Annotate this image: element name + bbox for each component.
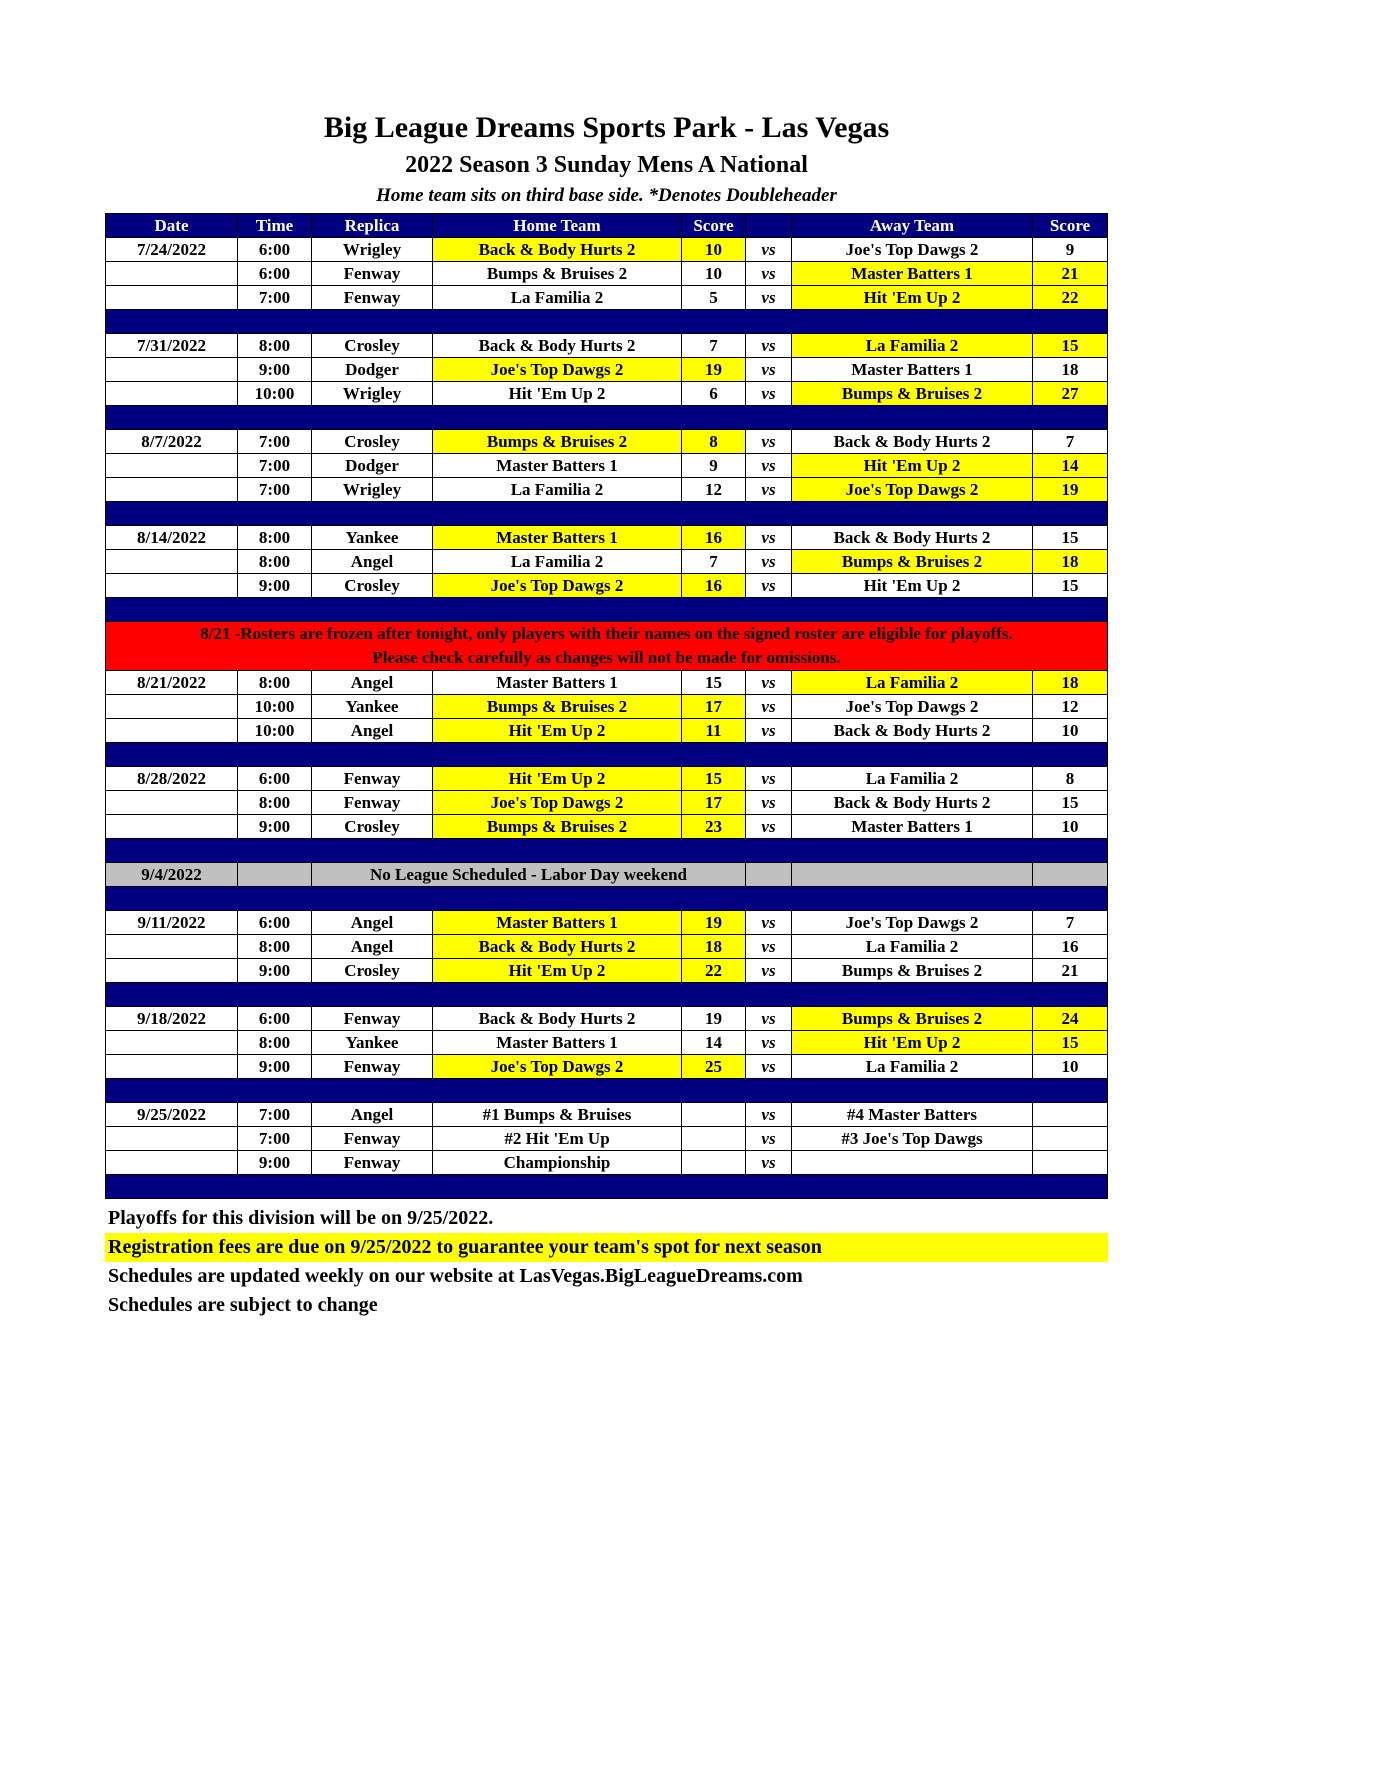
home-team-cell: Hit 'Em Up 2	[433, 719, 682, 743]
vs-label: vs	[746, 238, 792, 262]
away-team-cell: Bumps & Bruises 2	[792, 550, 1033, 574]
home-score-cell: 10	[682, 238, 746, 262]
away-score-cell	[1033, 1151, 1108, 1175]
vs-label: vs	[746, 382, 792, 406]
away-score-cell: 7	[1033, 911, 1108, 935]
game-row	[106, 574, 1108, 598]
away-score-cell: 18	[1033, 671, 1108, 695]
home-score-cell	[682, 1103, 746, 1127]
replica-cell: Angel	[312, 911, 433, 935]
replica-cell: Fenway	[312, 1127, 433, 1151]
separator-row	[106, 983, 1108, 1007]
game-row	[106, 1031, 1108, 1055]
away-score-cell: 10	[1033, 815, 1108, 839]
game-row	[106, 430, 1108, 454]
away-score-cell: 12	[1033, 695, 1108, 719]
separator-band	[106, 310, 1108, 334]
vs-label: vs	[746, 815, 792, 839]
home-score-cell: 14	[682, 1031, 746, 1055]
home-team-cell: Joe's Top Dawgs 2	[433, 358, 682, 382]
date-cell	[106, 382, 238, 406]
vs-label: vs	[746, 719, 792, 743]
time-cell: 8:00	[238, 526, 312, 550]
away-team-cell: La Familia 2	[792, 935, 1033, 959]
separator-row	[106, 743, 1108, 767]
date-cell: 9/25/2022	[106, 1103, 238, 1127]
vs-label: vs	[746, 574, 792, 598]
game-row	[106, 695, 1108, 719]
home-team-cell: Bumps & Bruises 2	[433, 815, 682, 839]
vs-label: vs	[746, 935, 792, 959]
replica-cell: Wrigley	[312, 238, 433, 262]
game-row	[106, 767, 1108, 791]
time-cell: 7:00	[238, 286, 312, 310]
date-cell: 9/4/2022	[106, 863, 238, 887]
home-score-cell: 17	[682, 695, 746, 719]
away-score-cell: 24	[1033, 1007, 1108, 1031]
vs-cell	[746, 863, 792, 887]
time-cell: 10:00	[238, 382, 312, 406]
separator-row	[106, 502, 1108, 526]
date-cell	[106, 262, 238, 286]
vs-label: vs	[746, 334, 792, 358]
time-cell: 6:00	[238, 767, 312, 791]
page-title: Big League Dreams Sports Park - Las Vegas	[323, 111, 890, 144]
replica-cell: Fenway	[312, 1151, 433, 1175]
away-team-cell: Bumps & Bruises 2	[792, 382, 1033, 406]
game-row	[106, 238, 1108, 262]
vs-label: vs	[746, 959, 792, 983]
away-team-cell: Hit 'Em Up 2	[792, 574, 1033, 598]
website-note: Schedules are updated weekly on our website at LasVegas.BigLeagueDreams.com	[108, 1265, 803, 1287]
notice-line-2: Please check carefully as changes will not be made for omissions.	[372, 648, 841, 667]
replica-cell: Fenway	[312, 1007, 433, 1031]
replica-cell: Yankee	[312, 1031, 433, 1055]
replica-cell: Crosley	[312, 574, 433, 598]
home-score-cell: 25	[682, 1055, 746, 1079]
registration-note: Registration fees are due on 9/25/2022 to guarantee your team's spot for next season	[105, 1233, 1108, 1262]
time-cell: 8:00	[238, 1031, 312, 1055]
replica-cell: Fenway	[312, 1055, 433, 1079]
home-score-cell: 11	[682, 719, 746, 743]
date-cell: 9/11/2022	[106, 911, 238, 935]
replica-cell: Crosley	[312, 959, 433, 983]
home-score-cell: 6	[682, 382, 746, 406]
away-team-cell: Master Batters 1	[792, 358, 1033, 382]
away-team-cell: Back & Body Hurts 2	[792, 791, 1033, 815]
table-header-row	[106, 214, 1108, 238]
home-score-cell: 18	[682, 935, 746, 959]
game-row	[106, 550, 1108, 574]
home-score-cell: 15	[682, 671, 746, 695]
replica-cell: Angel	[312, 719, 433, 743]
no-league-text: No League Scheduled - Labor Day weekend	[312, 863, 746, 887]
home-score-cell	[682, 1151, 746, 1175]
away-team-cell	[792, 863, 1033, 887]
replica-cell: Wrigley	[312, 478, 433, 502]
game-row	[106, 286, 1108, 310]
time-cell: 6:00	[238, 1007, 312, 1031]
home-score-cell: 8	[682, 430, 746, 454]
game-row	[106, 262, 1108, 286]
time-cell: 7:00	[238, 1127, 312, 1151]
home-team-cell: Back & Body Hurts 2	[433, 334, 682, 358]
vs-label: vs	[746, 695, 792, 719]
away-score-cell: 27	[1033, 382, 1108, 406]
time-cell: 8:00	[238, 550, 312, 574]
home-team-cell: Hit 'Em Up 2	[433, 767, 682, 791]
schedule-table	[105, 213, 1108, 1199]
replica-cell: Fenway	[312, 791, 433, 815]
away-score-cell: 10	[1033, 719, 1108, 743]
home-team-cell: Back & Body Hurts 2	[433, 1007, 682, 1031]
away-team-cell: #3 Joe's Top Dawgs	[792, 1127, 1033, 1151]
separator-row	[106, 839, 1108, 863]
time-cell: 9:00	[238, 1055, 312, 1079]
home-team-cell: Master Batters 1	[433, 911, 682, 935]
away-score-cell: 7	[1033, 430, 1108, 454]
away-team-cell: Hit 'Em Up 2	[792, 454, 1033, 478]
away-score-cell: 22	[1033, 286, 1108, 310]
time-cell: 7:00	[238, 454, 312, 478]
date-cell: 8/28/2022	[106, 767, 238, 791]
home-score-cell: 19	[682, 911, 746, 935]
vs-label: vs	[746, 358, 792, 382]
game-row	[106, 478, 1108, 502]
away-score-cell: 18	[1033, 358, 1108, 382]
date-cell	[106, 791, 238, 815]
away-team-cell: Joe's Top Dawgs 2	[792, 911, 1033, 935]
separator-band	[106, 887, 1108, 911]
home-team-cell: Back & Body Hurts 2	[433, 238, 682, 262]
vs-label: vs	[746, 550, 792, 574]
away-score-cell: 15	[1033, 791, 1108, 815]
replica-cell: Fenway	[312, 767, 433, 791]
column-header-score-away: Score	[1033, 214, 1108, 238]
home-score-cell: 19	[682, 1007, 746, 1031]
home-score-cell: 17	[682, 791, 746, 815]
home-team-cell: La Familia 2	[433, 550, 682, 574]
home-team-cell: Championship	[433, 1151, 682, 1175]
game-row	[106, 935, 1108, 959]
away-team-cell: Back & Body Hurts 2	[792, 526, 1033, 550]
game-row	[106, 911, 1108, 935]
date-cell	[106, 935, 238, 959]
time-cell: 7:00	[238, 1103, 312, 1127]
playoffs-note: Playoffs for this division will be on 9/25/2022.	[108, 1207, 494, 1229]
separator-band	[106, 1175, 1108, 1199]
away-team-cell: La Familia 2	[792, 767, 1033, 791]
home-score-cell: 16	[682, 526, 746, 550]
home-team-cell: Joe's Top Dawgs 2	[433, 574, 682, 598]
time-cell: 9:00	[238, 1151, 312, 1175]
home-score-cell: 7	[682, 334, 746, 358]
date-cell	[106, 358, 238, 382]
vs-label: vs	[746, 1031, 792, 1055]
vs-label: vs	[746, 526, 792, 550]
date-cell: 8/7/2022	[106, 430, 238, 454]
game-row	[106, 719, 1108, 743]
game-row	[106, 959, 1108, 983]
home-team-cell: Master Batters 1	[433, 454, 682, 478]
separator-band	[106, 1079, 1108, 1103]
separator-row	[106, 598, 1108, 622]
replica-cell: Angel	[312, 935, 433, 959]
away-score-cell: 15	[1033, 1031, 1108, 1055]
replica-cell: Angel	[312, 671, 433, 695]
away-score-cell: 18	[1033, 550, 1108, 574]
column-header-score: Score	[682, 214, 746, 238]
game-row	[106, 1103, 1108, 1127]
home-score-cell	[682, 1127, 746, 1151]
date-cell	[106, 695, 238, 719]
home-score-cell: 16	[682, 574, 746, 598]
home-score-cell: 7	[682, 550, 746, 574]
home-team-cell: La Familia 2	[433, 478, 682, 502]
replica-cell: Fenway	[312, 286, 433, 310]
home-score-cell: 15	[682, 767, 746, 791]
home-team-cell: #2 Hit 'Em Up	[433, 1127, 682, 1151]
replica-cell: Yankee	[312, 695, 433, 719]
column-header-date: Date	[106, 214, 238, 238]
home-score-cell: 10	[682, 262, 746, 286]
away-team-cell: La Familia 2	[792, 334, 1033, 358]
away-team-cell: Joe's Top Dawgs 2	[792, 695, 1033, 719]
season-subtitle: 2022 Season 3 Sunday Mens A National	[405, 152, 808, 178]
away-team-cell: Back & Body Hurts 2	[792, 430, 1033, 454]
replica-cell: Crosley	[312, 334, 433, 358]
time-cell	[238, 863, 312, 887]
time-cell: 6:00	[238, 238, 312, 262]
game-row	[106, 1151, 1108, 1175]
replica-cell: Dodger	[312, 454, 433, 478]
game-row	[106, 382, 1108, 406]
separator-row	[106, 887, 1108, 911]
roster-freeze-notice	[106, 622, 1108, 671]
separator-row	[106, 310, 1108, 334]
separator-band	[106, 839, 1108, 863]
replica-cell: Crosley	[312, 815, 433, 839]
column-header-time: Time	[238, 214, 312, 238]
roster-freeze-notice-row	[106, 622, 1108, 671]
game-row	[106, 334, 1108, 358]
game-row	[106, 1127, 1108, 1151]
home-team-cell: La Familia 2	[433, 286, 682, 310]
away-team-cell: Bumps & Bruises 2	[792, 959, 1033, 983]
home-team-note: Home team sits on third base side. *Denotes Doubleheader	[376, 185, 837, 206]
no-league-row	[106, 863, 1108, 887]
away-score-cell	[1033, 1103, 1108, 1127]
replica-cell: Yankee	[312, 526, 433, 550]
vs-label: vs	[746, 1055, 792, 1079]
away-score-cell: 21	[1033, 959, 1108, 983]
home-team-cell: Master Batters 1	[433, 671, 682, 695]
date-cell: 8/14/2022	[106, 526, 238, 550]
separator-row	[106, 1175, 1108, 1199]
home-team-cell: Master Batters 1	[433, 526, 682, 550]
time-cell: 10:00	[238, 695, 312, 719]
date-cell	[106, 478, 238, 502]
time-cell: 6:00	[238, 262, 312, 286]
home-score-cell: 9	[682, 454, 746, 478]
vs-label: vs	[746, 286, 792, 310]
home-team-cell: Bumps & Bruises 2	[433, 430, 682, 454]
date-cell	[106, 454, 238, 478]
away-team-cell: La Familia 2	[792, 671, 1033, 695]
date-cell	[106, 959, 238, 983]
game-row	[106, 671, 1108, 695]
home-team-cell: #1 Bumps & Bruises	[433, 1103, 682, 1127]
vs-label: vs	[746, 1007, 792, 1031]
away-team-cell: #4 Master Batters	[792, 1103, 1033, 1127]
date-cell	[106, 286, 238, 310]
time-cell: 7:00	[238, 430, 312, 454]
time-cell: 9:00	[238, 574, 312, 598]
home-score-cell: 12	[682, 478, 746, 502]
time-cell: 9:00	[238, 959, 312, 983]
column-header-vs	[746, 214, 792, 238]
home-team-cell: Bumps & Bruises 2	[433, 262, 682, 286]
date-cell: 8/21/2022	[106, 671, 238, 695]
away-score-cell: 15	[1033, 334, 1108, 358]
date-cell	[106, 574, 238, 598]
vs-label: vs	[746, 1151, 792, 1175]
date-cell: 7/24/2022	[106, 238, 238, 262]
time-cell: 10:00	[238, 719, 312, 743]
away-score-cell: 9	[1033, 238, 1108, 262]
vs-label: vs	[746, 791, 792, 815]
vs-label: vs	[746, 911, 792, 935]
away-score-cell: 21	[1033, 262, 1108, 286]
column-header-replica: Replica	[312, 214, 433, 238]
away-score-cell: 10	[1033, 1055, 1108, 1079]
vs-label: vs	[746, 262, 792, 286]
footer-notes	[105, 1204, 1108, 1320]
away-score-cell: 14	[1033, 454, 1108, 478]
home-score-cell: 19	[682, 358, 746, 382]
column-header-away-team: Away Team	[792, 214, 1033, 238]
game-row	[106, 526, 1108, 550]
notice-line-1: 8/21 -Rosters are frozen after tonight, only players with their names on the signed roster are eligible for playoffs.	[200, 624, 1013, 643]
away-team-cell: Hit 'Em Up 2	[792, 1031, 1033, 1055]
date-cell	[106, 1127, 238, 1151]
game-row	[106, 454, 1108, 478]
away-team-cell: Hit 'Em Up 2	[792, 286, 1033, 310]
away-team-cell: Joe's Top Dawgs 2	[792, 478, 1033, 502]
vs-label: vs	[746, 454, 792, 478]
separator-band	[106, 743, 1108, 767]
time-cell: 9:00	[238, 358, 312, 382]
home-team-cell: Master Batters 1	[433, 1031, 682, 1055]
replica-cell: Crosley	[312, 430, 433, 454]
date-cell: 9/18/2022	[106, 1007, 238, 1031]
replica-cell: Fenway	[312, 262, 433, 286]
vs-label: vs	[746, 671, 792, 695]
date-cell	[106, 1055, 238, 1079]
time-cell: 8:00	[238, 671, 312, 695]
away-score-cell: 15	[1033, 526, 1108, 550]
separator-band	[106, 598, 1108, 622]
date-cell	[106, 815, 238, 839]
away-team-cell: La Familia 2	[792, 1055, 1033, 1079]
away-team-cell: Master Batters 1	[792, 262, 1033, 286]
away-team-cell: Back & Body Hurts 2	[792, 719, 1033, 743]
replica-cell: Dodger	[312, 358, 433, 382]
away-score-cell: 16	[1033, 935, 1108, 959]
vs-label: vs	[746, 767, 792, 791]
date-cell	[106, 719, 238, 743]
away-score-cell: 8	[1033, 767, 1108, 791]
away-team-cell	[792, 1151, 1033, 1175]
date-cell: 7/31/2022	[106, 334, 238, 358]
vs-label: vs	[746, 430, 792, 454]
game-row	[106, 791, 1108, 815]
separator-row	[106, 406, 1108, 430]
home-team-cell: Bumps & Bruises 2	[433, 695, 682, 719]
home-team-cell: Joe's Top Dawgs 2	[433, 791, 682, 815]
away-score-cell: 15	[1033, 574, 1108, 598]
game-row	[106, 1007, 1108, 1031]
vs-label: vs	[746, 1127, 792, 1151]
time-cell: 6:00	[238, 911, 312, 935]
away-score-cell	[1033, 1127, 1108, 1151]
time-cell: 8:00	[238, 935, 312, 959]
away-team-cell: Bumps & Bruises 2	[792, 1007, 1033, 1031]
away-team-cell: Joe's Top Dawgs 2	[792, 238, 1033, 262]
time-cell: 7:00	[238, 478, 312, 502]
date-cell	[106, 1151, 238, 1175]
home-team-cell: Hit 'Em Up 2	[433, 382, 682, 406]
time-cell: 9:00	[238, 815, 312, 839]
home-score-cell: 22	[682, 959, 746, 983]
date-cell	[106, 550, 238, 574]
home-team-cell: Hit 'Em Up 2	[433, 959, 682, 983]
replica-cell: Angel	[312, 1103, 433, 1127]
vs-label: vs	[746, 1103, 792, 1127]
home-score-cell: 23	[682, 815, 746, 839]
separator-band	[106, 502, 1108, 526]
separator-row	[106, 1079, 1108, 1103]
game-row	[106, 1055, 1108, 1079]
column-header-home-team: Home Team	[433, 214, 682, 238]
game-row	[106, 358, 1108, 382]
schedule-content	[105, 110, 1108, 1320]
away-score-cell: 19	[1033, 478, 1108, 502]
home-score-cell: 5	[682, 286, 746, 310]
replica-cell: Angel	[312, 550, 433, 574]
away-score-cell	[1033, 863, 1108, 887]
home-team-cell: Joe's Top Dawgs 2	[433, 1055, 682, 1079]
separator-band	[106, 406, 1108, 430]
replica-cell: Wrigley	[312, 382, 433, 406]
home-team-cell: Back & Body Hurts 2	[433, 935, 682, 959]
time-cell: 8:00	[238, 334, 312, 358]
separator-band	[106, 983, 1108, 1007]
vs-label: vs	[746, 478, 792, 502]
game-row	[106, 815, 1108, 839]
time-cell: 8:00	[238, 791, 312, 815]
away-team-cell: Master Batters 1	[792, 815, 1033, 839]
subject-to-change-note: Schedules are subject to change	[108, 1294, 378, 1316]
date-cell	[106, 1031, 238, 1055]
